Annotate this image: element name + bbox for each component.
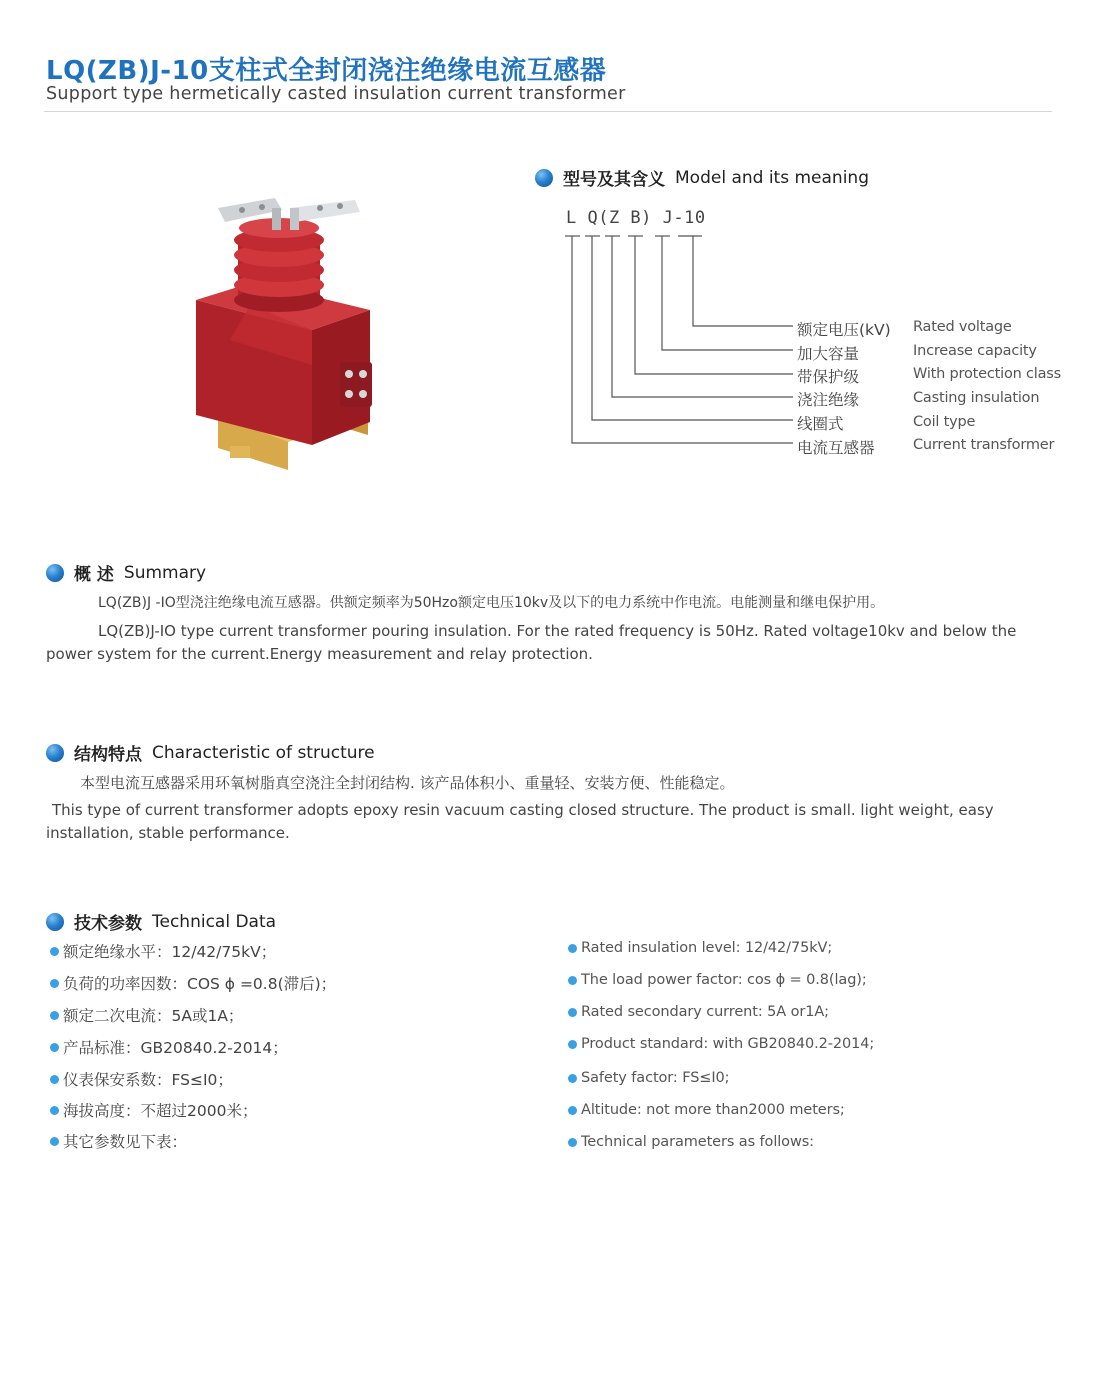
spec-item-cn: 其它参数见下表： [50,1130,187,1152]
bullet-dot-icon [50,947,59,956]
technical-heading-en: Technical Data [152,911,277,932]
model-heading-cn: 型号及其含义 [563,170,665,190]
bullet-dot-icon [50,1011,59,1020]
summary-heading-en: Summary [123,562,207,583]
bullet-dot-icon [50,1075,59,1084]
bullet-dot-icon [50,1106,59,1115]
header-divider [44,111,1052,112]
spec-item-en: Altitude: not more than2000 meters; [568,1102,845,1118]
technical-heading [46,909,276,934]
spec-item-cn: 额定二次电流：5A或1A； [50,1004,243,1026]
spec-item-en: Rated insulation level: 12/42/75kV; [568,940,832,956]
structure-text-cn: 本型电流互感器采用环氧树脂真空浇注全封闭结构. 该产品体积小、重量轻、安装方便、性能稳定。 [80,774,735,792]
meaning-cn-rated-voltage: 额定电压(kV) [797,321,891,339]
bullet-dot-icon [568,1074,577,1083]
meaning-cn-protection-class: 带保护级 [797,368,860,386]
bullet-dot-icon [50,1137,59,1146]
transformer-product-image [190,190,390,475]
structure-text-en: This type of current transformer adopts epoxy resin vacuum casting closed structure. The product is small. light weight, easy installation, stable performance. [46,801,994,842]
meaning-cn-coil-type: 线圈式 [797,415,844,433]
meaning-cn-increase-capacity: 加大容量 [797,345,860,363]
section-bullet-icon [46,913,64,931]
page-title: LQ(ZB)J-10支柱式全封闭浇注绝缘电流互感器 [46,56,607,86]
meaning-cn-casting-insulation: 浇注绝缘 [797,391,860,409]
bullet-dot-icon [50,1043,59,1052]
model-code: L Q(Z B) J-10 [566,208,706,228]
bullet-dot-icon [50,979,59,988]
meaning-cn-current-transformer: 电流互感器 [797,439,875,457]
section-bullet-icon [46,744,64,762]
structure-heading-cn: 结构特点 [74,745,142,765]
bullet-dot-icon [568,1040,577,1049]
spec-item-cn: 产品标准：GB20840.2-2014； [50,1036,288,1058]
meaning-en-protection-class: With protection class [913,366,1062,382]
structure-heading-en: Characteristic of structure [152,742,375,763]
model-meaning-diagram [560,228,800,453]
summary-heading-cn: 概 述 [74,565,114,585]
model-heading [535,165,869,190]
model-heading-en: Model and its meaning [675,167,869,188]
section-bullet-icon [535,169,553,187]
structure-heading [46,740,375,765]
spec-item-en: Technical parameters as follows: [568,1134,814,1150]
spec-item-cn: 额定绝缘水平：12/42/75kV； [50,940,276,962]
spec-item-en: Product standard: with GB20840.2-2014; [568,1036,874,1052]
section-bullet-icon [46,564,64,582]
spec-item-cn: 仪表保安系数：FS≤I0； [50,1068,233,1090]
summary-text-cn: LQ(ZB)J -IO型浇注绝缘电流互感器。供额定频率为50Hzo额定电压10kv及以下的电力系统中作电流。电能测量和继电保护用。 [98,595,885,611]
meaning-en-increase-capacity: Increase capacity [913,343,1037,359]
spec-item-en: Rated secondary current: 5A or1A; [568,1004,829,1020]
bullet-dot-icon [568,1008,577,1017]
bullet-dot-icon [568,976,577,985]
spec-item-en: Safety factor: FS≤I0; [568,1070,729,1086]
bullet-dot-icon [568,944,577,953]
technical-heading-cn: 技术参数 [74,914,142,934]
spec-item-cn: 负荷的功率因数：COS ϕ =0.8(滞后)； [50,972,336,994]
summary-heading [46,560,206,585]
page-subtitle: Support type hermetically casted insulation current transformer [46,84,626,104]
meaning-en-casting-insulation: Casting insulation [913,390,1040,406]
spec-item-en: The load power factor: cos ϕ = 0.8(lag); [568,972,867,988]
meaning-en-current-transformer: Current transformer [913,437,1055,453]
bullet-dot-icon [568,1138,577,1147]
summary-text-en: LQ(ZB)J-IO type current transformer pouring insulation. For the rated frequency is 50Hz. Rated voltage10kv and below the power system for the current.Energy measurement and relay protection. [46,622,1017,663]
bullet-dot-icon [568,1106,577,1115]
meaning-en-coil-type: Coil type [913,414,976,430]
spec-item-cn: 海拔高度：不超过2000米； [50,1099,257,1121]
meaning-en-rated-voltage: Rated voltage [913,319,1012,335]
